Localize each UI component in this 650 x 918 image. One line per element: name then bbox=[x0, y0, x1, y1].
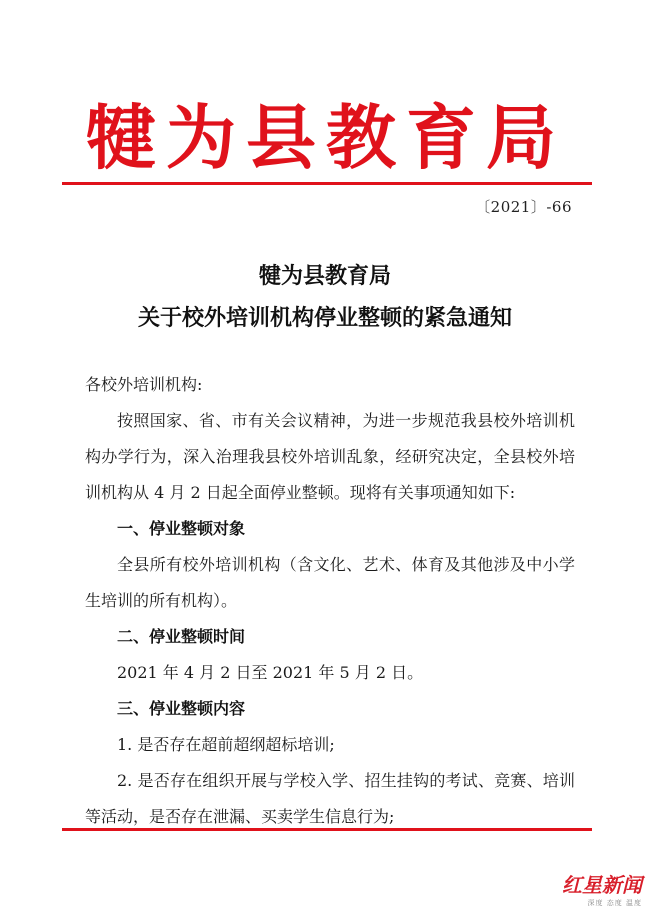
section-paragraph: 2021 年 4 月 2 日至 2021 年 5 月 2 日。 bbox=[117, 663, 424, 682]
watermark-name: 红星新闻 bbox=[562, 873, 642, 897]
news-watermark-logo bbox=[562, 869, 642, 908]
salutation bbox=[85, 367, 575, 403]
section-list-item: 2. 是否存在组织开展与学校入学、招生挂钩的考试、竞赛、培训等活动，是否存在泄漏、买卖学生信息行为; bbox=[85, 771, 575, 826]
document-number: 〔2021〕-66 bbox=[475, 198, 572, 216]
section-paragraph: 全县所有校外培训机构（含文化、艺术、体育及其他涉及中小学生培训的所有机构）。 bbox=[85, 555, 575, 610]
section-heading-targets: 一、停业整顿对象 bbox=[117, 519, 246, 538]
footer-red-rule bbox=[62, 828, 592, 831]
masthead-title: 犍为县教育局 bbox=[86, 96, 566, 179]
notice-title-line-1: 犍为县教育局 bbox=[258, 264, 391, 289]
section-heading-content: 三、停业整顿内容 bbox=[117, 699, 246, 718]
notice-body bbox=[85, 403, 575, 835]
notice-title-line-2: 关于校外培训机构停业整顿的紧急通知 bbox=[137, 306, 512, 331]
masthead-red-rule bbox=[62, 182, 592, 185]
section-heading-period: 二、停业整顿时间 bbox=[117, 627, 246, 646]
section-list-item: 1. 是否存在超前超纲超标培训; bbox=[117, 735, 335, 754]
intro-paragraph: 按照国家、省、市有关会议精神，为进一步规范我县校外培训机构办学行为，深入治理我县校外培训乱象，经研究决定，全县校外培训机构从 4 月 2 日起全面停业整顿。现将有关事项通知如下: bbox=[85, 411, 575, 502]
watermark-tagline: 深度 态度 温度 bbox=[587, 899, 642, 907]
salutation-text: 各校外培训机构: bbox=[85, 375, 203, 394]
